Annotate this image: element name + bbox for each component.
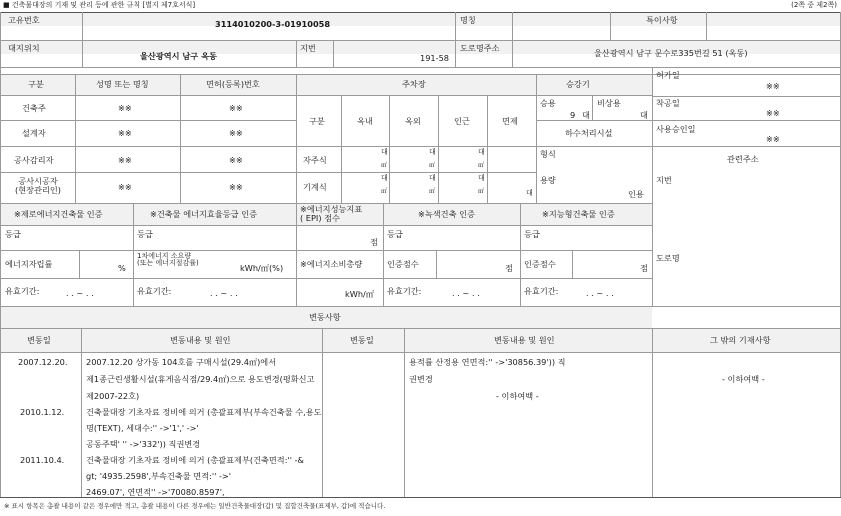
change-line: 제2007-22호) <box>86 391 140 401</box>
road-label: 도로명주소 <box>460 43 500 53</box>
change-date: 2010.1.12. <box>20 407 65 417</box>
cert-score2-label: 인증점수 <box>524 259 556 269</box>
parking-exempt-header: 면제 <box>502 116 518 126</box>
validity-label: 유효기간: <box>5 286 40 296</box>
change-date-header: 변동일 <box>27 335 51 345</box>
approval-date-label: 사용승인일 <box>656 124 696 134</box>
cert-green: ※녹색건축 인증 <box>418 209 475 219</box>
permit-date-label: 허가일 <box>656 70 680 80</box>
intelligent-score-unit: 점 <box>640 263 648 273</box>
cert-score-label: 인증점수 <box>387 259 419 269</box>
supervisor-name: ※※ <box>118 155 132 165</box>
elevator-passenger-label: 승용 <box>540 98 556 108</box>
lot-label: 지번 <box>300 43 316 53</box>
validity-range: . . ~ . . <box>66 288 94 298</box>
unit: 대 <box>478 148 485 156</box>
change-date: 2007.12.20. <box>18 357 68 367</box>
cert-efficiency: ※건축물 에너지효율등급 인증 <box>150 209 257 219</box>
parking-nearby-header: 인근 <box>454 116 470 126</box>
people-role-header: 구분 <box>28 79 44 89</box>
change-content-header: 변동내용 및 원인 <box>170 335 231 345</box>
related-address-title: 관련주소 <box>727 154 759 164</box>
other-end-mark: - 이하여백 - <box>722 374 765 384</box>
unit: 대 <box>478 174 485 182</box>
unit-m: ㎡ <box>381 162 388 169</box>
start-date-value: ※※ <box>766 108 780 118</box>
consumption-label: ※에너지소비총량 <box>300 259 363 269</box>
unit: 대 <box>429 148 436 156</box>
designer-license: ※※ <box>229 128 243 138</box>
validity-label: 유효기간: <box>137 286 172 296</box>
other-notes-header: 그 밖의 기재사항 <box>710 335 771 345</box>
lot-value: 191-58 <box>420 53 450 63</box>
validity-label: 유효기간: <box>524 286 559 296</box>
unit-m: ㎡ <box>429 188 436 195</box>
change-line: 건축물대장 기초자료 정비에 의거 (총괄표제부(부속건축물 수,용도 <box>86 407 322 417</box>
unit-m: ㎡ <box>381 188 388 195</box>
start-date-label: 착공일 <box>656 98 680 108</box>
grade-label: 등급 <box>524 229 540 239</box>
primary-energy-unit: kWh/㎡(%) <box>240 263 284 273</box>
changes-title: 변동사항 <box>309 312 341 322</box>
owner-name: ※※ <box>118 103 132 113</box>
role-supervisor: 공사감리자 <box>14 155 54 165</box>
unit: 대 <box>381 174 388 182</box>
location-label: 대지위치 <box>8 43 40 53</box>
sewage-capacity-label: 용량 <box>540 175 556 185</box>
designer-name: ※※ <box>118 128 132 138</box>
elevator-header-bg <box>536 74 652 95</box>
green-score-unit: 점 <box>505 263 513 273</box>
change-line: 명(TEXT), 세대수:'' ->'1',' ->' <box>86 423 199 433</box>
end-mark: - 이하여백 - <box>496 391 539 401</box>
cert-zero-energy: ※제로에너지건축물 인증 <box>14 209 103 219</box>
elevator-unit: 대 <box>582 110 590 120</box>
sewage-type-label: 형식 <box>540 149 556 159</box>
parking-div-header: 구분 <box>309 116 325 126</box>
change-line: 2007.12.20 상가동 104호를 구매시설(29.4㎡)에서 <box>86 357 277 367</box>
unit-m: ㎡ <box>478 188 485 195</box>
change-line: 2469.07', 연면적'' ->'70080.8597', <box>86 487 225 497</box>
id-label: 고유번호 <box>8 15 40 25</box>
parking-title: 주차장 <box>402 79 426 89</box>
location-value: 울산광역시 남구 옥동 <box>140 51 217 61</box>
change-line: gt; '4935.2598',부속건축물 면적:'' ->' <box>86 471 232 481</box>
related-lot-label: 지번 <box>656 175 672 185</box>
sewage-title: 하수처리시설 <box>565 128 613 138</box>
change-line: 건축물대장 기초자료 정비에 의거 (총괄표제부(건축면적:'' -& <box>86 455 304 465</box>
cert-epi: ※에너지성능지표 ( EPI) 점수 <box>300 204 363 223</box>
validity-range: . . ~ . . <box>452 288 480 298</box>
contractor-license: ※※ <box>229 182 243 192</box>
elevator-emergency-unit: 대 <box>640 110 648 120</box>
elevator-title: 승강기 <box>566 79 590 89</box>
elevator-emergency-label: 비상용 <box>597 98 621 108</box>
owner-license: ※※ <box>229 103 243 113</box>
footnote: ※ 표시 항목은 총괄 내용이 같은 경우에만 적고, 총괄 내용이 다른 경우에는 일반건축물대장(갑) 및 집합건축물(표제부, 갑)에 적습니다. <box>4 502 386 510</box>
change-line: 공동주택' '' ->'332')) 직권변경 <box>86 439 201 449</box>
change-date-header-2: 변동일 <box>350 335 374 345</box>
change-content-header-2: 변동내용 및 원인 <box>494 335 555 345</box>
cert-intelligent: ※지능형건축물 인증 <box>542 209 615 219</box>
self-rate-label: 에너지자립률 <box>5 259 53 269</box>
change-line-right: 용적률 산정용 연면적:'' ->'30856.39')) 직 <box>409 357 566 367</box>
exempt-unit: 대 <box>526 189 533 197</box>
epi-score-unit: 점 <box>370 237 378 247</box>
parking-self-label: 자주식 <box>303 155 327 165</box>
permit-date-value: ※※ <box>766 81 780 91</box>
unit: 대 <box>381 148 388 156</box>
supervisor-license: ※※ <box>229 155 243 165</box>
change-line-right: 권변경 <box>409 374 433 384</box>
name-label: 명칭 <box>460 15 476 25</box>
page-info: (2쪽 중 제2쪽) <box>791 1 837 9</box>
change-date: 2011.10.4. <box>20 455 65 465</box>
primary-energy-label: 1차에너지 소요량 (또는 에너지절감률) <box>137 252 199 268</box>
elevator-passenger-count: 9 <box>570 110 576 120</box>
role-contractor: 공사시공자 (현장관리인) <box>15 176 61 196</box>
role-owner: 건축주 <box>22 103 46 113</box>
people-name-header: 성명 또는 명칭 <box>96 79 149 89</box>
self-rate-unit: % <box>118 263 126 273</box>
people-license-header: 면허(등록)번호 <box>206 79 260 89</box>
change-line: 제1종근린생활시설(휴게음식점/29.4㎡)으로 용도변경(평화신고 <box>86 374 315 384</box>
grade-label: 등급 <box>137 229 153 239</box>
related-road-label: 도로명 <box>656 253 680 263</box>
parking-indoor-header: 옥내 <box>357 116 373 126</box>
sewage-capacity-unit: 인용 <box>628 189 644 199</box>
role-designer: 설계자 <box>22 128 46 138</box>
unit-m: ㎡ <box>478 162 485 169</box>
contractor-name: ※※ <box>118 182 132 192</box>
grade-label: 등급 <box>387 229 403 239</box>
unit: 대 <box>429 174 436 182</box>
validity-range: . . ~ . . <box>210 288 238 298</box>
grade-label: 등급 <box>5 229 21 239</box>
row1-bg <box>0 12 841 29</box>
id-value: 3114010200-3-01910058 <box>215 19 331 29</box>
validity-label: 유효기간: <box>387 286 422 296</box>
unit-m: ㎡ <box>429 162 436 169</box>
validity-range: . . ~ . . <box>586 288 614 298</box>
approval-date-value: ※※ <box>766 134 780 144</box>
parking-outdoor-header: 옥외 <box>405 116 421 126</box>
special-label: 특이사항 <box>646 15 678 25</box>
form-title: ■ 건축물대장의 기재 및 관리 등에 관한 규칙 [별지 제7호서식] <box>3 1 196 9</box>
parking-mech-label: 기계식 <box>303 182 327 192</box>
road-value: 울산광역시 남구 문수로335번길 51 (옥동) <box>594 48 748 58</box>
consumption-unit: kWh/㎡ <box>345 289 374 299</box>
